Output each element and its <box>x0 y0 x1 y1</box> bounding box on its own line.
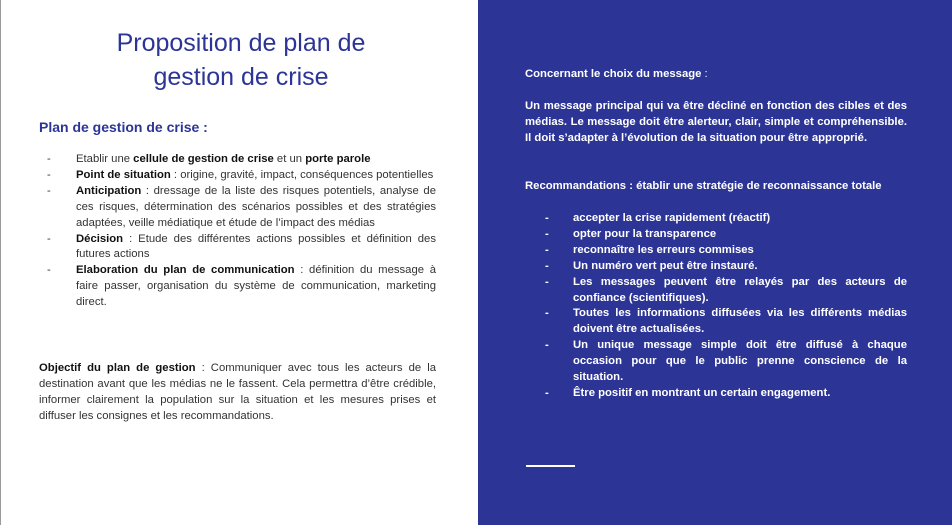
decorative-rule <box>526 465 575 467</box>
item-text: : dressage de la liste des risques potentiels, analyse de ces risques, détermination des scénarios possibles et des stratégies adaptées, veille médiatique et étude de l’impact des médias <box>76 184 436 229</box>
message-heading-suffix: : <box>701 68 708 80</box>
list-item <box>39 152 436 168</box>
item-text: Les messages peuvent être relayés par des acteurs de confiance (scientifiques). <box>573 275 907 304</box>
dash-marker: - <box>545 243 549 256</box>
objective-label: Objectif du plan de gestion <box>39 362 196 374</box>
dash-marker: - <box>545 339 549 352</box>
item-text: Toutes les informations diffusées via les différents médias doivent être actualisées. <box>573 307 907 336</box>
message-paragraph: Un message principal qui va être décliné en fonction des cibles et des médias. Le message doit être alerteur, clair, simple et compréhensible. Il doit s’adapter à l’évolution de la situation pour être approprié. <box>525 100 907 144</box>
objective-text: : Communiquer avec tous les acteurs de la destination avant que les médias ne le fassent. Cela permettra d’être crédible, informer clairement la population sur la situation et les mesures prises et diffuser les consignes et les recommandations. <box>39 362 437 422</box>
item-bold: Anticipation <box>76 184 142 197</box>
item-text: : origine, gravité, impact, conséquences potentielles <box>170 168 434 181</box>
dash-marker: - <box>545 259 549 272</box>
item-text: Un unique message simple doit être diffusé à chaque occasion pour que le public prenne conscience de la situation. <box>573 339 907 384</box>
item-text: : définition du message à faire passer, organisation du système de communication, marketing direct. <box>76 264 436 309</box>
dash-marker: - <box>545 386 549 399</box>
dash-marker: - <box>47 232 51 245</box>
objective-paragraph <box>39 361 436 425</box>
item-text: et un <box>273 153 306 165</box>
dash-marker: - <box>545 212 549 224</box>
item-text: opter pour la transparence <box>573 227 717 240</box>
message-heading-label: Concernant le choix du message <box>525 68 702 80</box>
recommendations-label: Recommandations : <box>525 180 633 192</box>
list-item <box>525 386 907 402</box>
item-text: Un numéro vert peut être instauré. <box>573 259 758 272</box>
item-text: accepter la crise rapidement (réactif) <box>573 212 771 224</box>
dash-marker: - <box>545 227 549 240</box>
list-item <box>39 232 436 264</box>
item-bold: Elaboration du plan de communication <box>76 264 295 277</box>
plan-list <box>39 152 436 311</box>
item-bold: Point de situation <box>76 168 171 181</box>
list-item <box>525 306 907 338</box>
title-line-1: Proposition de plan de <box>116 29 366 57</box>
list-item <box>39 184 436 232</box>
message-heading <box>525 67 907 83</box>
dash-marker: - <box>545 275 549 288</box>
item-text: reconnaître les erreurs commises <box>573 243 754 256</box>
recommendations <box>525 179 907 195</box>
item-text: Etablir une <box>76 153 134 165</box>
recommendations-text: établir une stratégie de reconnaissance totale <box>632 180 882 192</box>
item-text: : Etude des différentes actions possibles et définition des futures actions <box>76 232 436 261</box>
slide-title <box>41 26 441 94</box>
list-item <box>525 243 907 259</box>
list-item <box>39 263 436 311</box>
item-bold: Décision <box>76 232 124 245</box>
dash-marker: - <box>47 184 51 197</box>
dash-marker: - <box>47 153 51 165</box>
list-item <box>525 259 907 275</box>
dash-marker: - <box>47 168 51 181</box>
list-item <box>525 211 907 227</box>
title-line-2: gestion de crise <box>153 63 329 91</box>
recommendations-list <box>525 211 907 402</box>
dash-marker: - <box>545 307 549 320</box>
item-text: Être positif en montrant un certain engagement. <box>573 386 831 399</box>
dash-marker: - <box>47 264 51 277</box>
item-bold: porte parole <box>305 153 371 165</box>
list-item <box>525 275 907 307</box>
list-item <box>525 338 907 386</box>
list-item <box>39 168 436 184</box>
item-bold: cellule de gestion de crise <box>133 153 274 165</box>
list-item <box>525 227 907 243</box>
plan-heading: Plan de gestion de crise : <box>39 119 208 135</box>
